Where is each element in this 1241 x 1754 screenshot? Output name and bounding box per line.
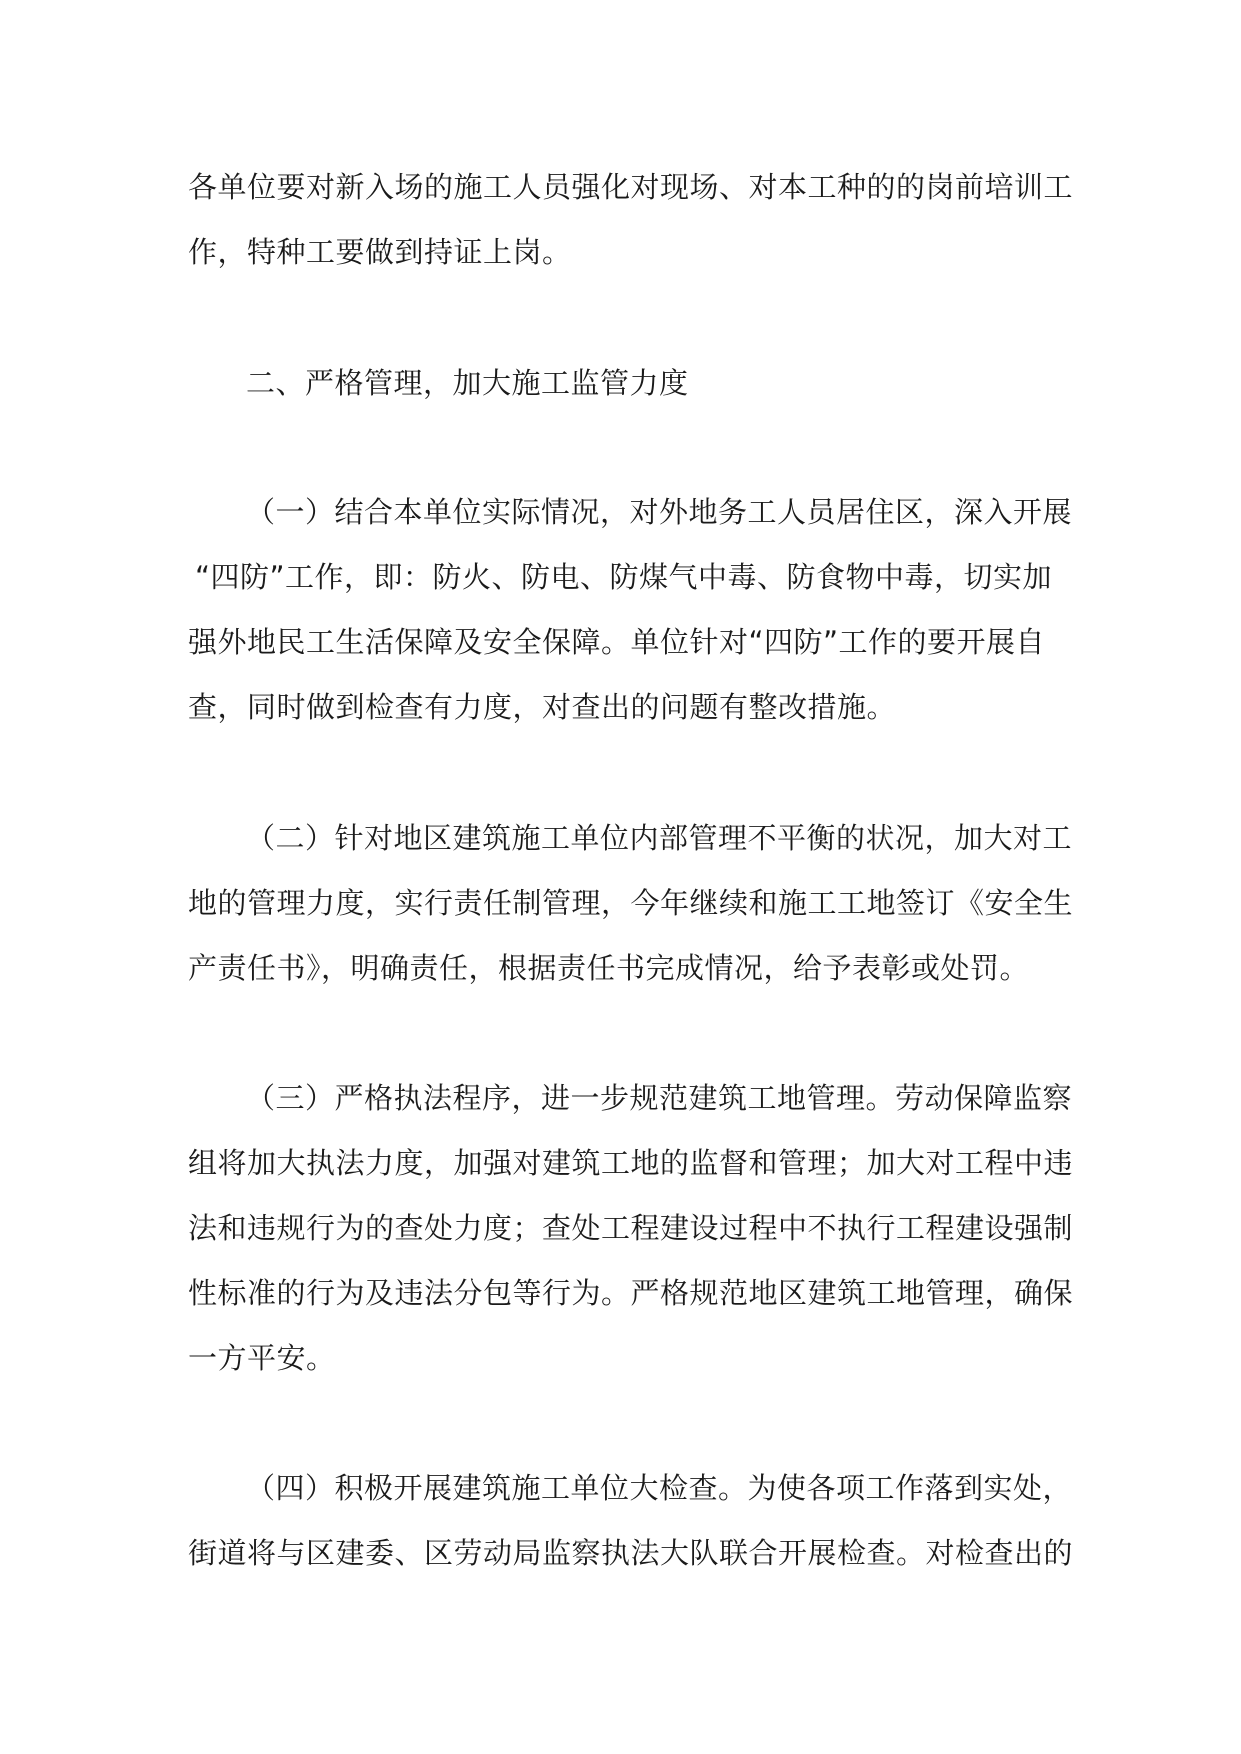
text-line: （三）严格执法程序，进一步规范建筑工地管理。劳动保障监察 bbox=[246, 1081, 1073, 1115]
text-line: （四）积极开展建筑施工单位大检查。为使各项工作落到实处， bbox=[246, 1471, 1073, 1505]
text-line: 强外地民工生活保障及安全保障。单位针对“四防”工作的要开展自 bbox=[188, 625, 1046, 659]
text-line: 性标准的行为及违法分包等行为。严格规范地区建筑工地管理，确保 bbox=[188, 1276, 1074, 1310]
text-line: 街道将与区建委、区劳动局监察执法大队联合开展检查。对检查出的 bbox=[188, 1536, 1074, 1570]
text-line: “四防”工作，即：防火、防电、防煤气中毒、防食物中毒，切实加 bbox=[195, 560, 1053, 594]
text-line: （一）结合本单位实际情况，对外地务工人员居住区，深入开展 bbox=[246, 495, 1073, 529]
text-line: （二）针对地区建筑施工单位内部管理不平衡的状况，加大对工 bbox=[246, 821, 1073, 855]
text-line: 法和违规行为的查处力度；查处工程建设过程中不执行工程建设强制 bbox=[188, 1211, 1074, 1245]
text-line: 作，特种工要做到持证上岗。 bbox=[188, 235, 572, 269]
section-heading: 二、严格管理，加大施工监管力度 bbox=[246, 366, 689, 400]
text-line: 一方平安。 bbox=[188, 1341, 336, 1375]
text-line: 地的管理力度，实行责任制管理，今年继续和施工工地签订《安全生 bbox=[188, 886, 1074, 920]
text-line: 产责任书》，明确责任，根据责任书完成情况，给予表彰或处罚。 bbox=[188, 951, 1030, 985]
text-line: 各单位要对新入场的施工人员强化对现场、对本工种的的岗前培训工 bbox=[188, 170, 1074, 204]
text-line: 查，同时做到检查有力度，对查出的问题有整改措施。 bbox=[188, 690, 897, 724]
text-line: 组将加大执法力度，加强对建筑工地的监督和管理；加大对工程中违 bbox=[188, 1146, 1074, 1180]
